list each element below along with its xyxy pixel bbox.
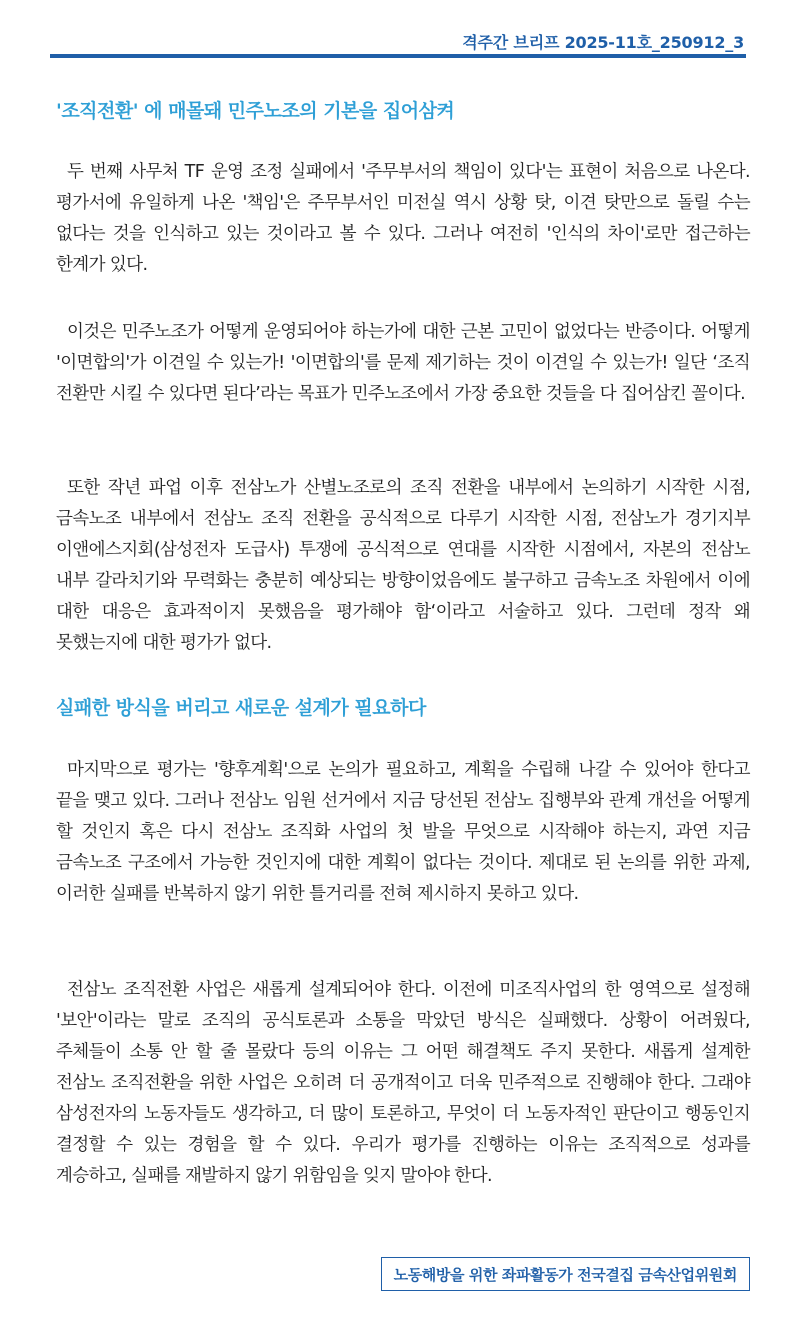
paragraph-3: 또한 작년 파업 이후 전삼노가 산별노조로의 조직 전환을 내부에서 논의하기 시작한 시점, 금속노조 내부에서 전삼노 조직 전환을 공식적으로 다루기 시작한 시점, 전삼노가 경기지부 이앤에스지회(삼성전자 도급사) 투쟁에 공식적으로 연대를 시작한 시점에서, 자본의 전삼노 내부 갈라치기와 무력화는 충분히 예상되는 방향이었음에도 불구하고 금속노조 차원에서 이에 대한 대응은 효과적이지 못했음을 평가해야 함‘이라고 서술하고 있다. 그런데 정작 왜 못했는지에 대한 평가가 없다. bbox=[56, 478, 750, 653]
paragraph-4: 마지막으로 평가는 '향후계획'으로 논의가 필요하고, 계획을 수립해 나갈 수 있어야 한다고 끝을 맺고 있다. 그러나 전삼노 임원 선거에서 지금 당선된 전삼노 집행부와 관계 개선을 어떻게 할 것인지 혹은 다시 전삼노 조직화 사업의 첫 발을 무엇으로 시작해야 하는지, 과연 지금 금속노조 구조에서 가능한 것인지에 대한 계획이 없다는 것이다. 제대로 된 논의를 위한 과제, 이러한 실패를 반복하지 않기 위한 틀거리를 전혀 제시하지 못하고 있다. bbox=[56, 760, 750, 904]
section-title-2: 실패한 방식을 버리고 새로운 설계가 필요하다 bbox=[56, 697, 426, 719]
paragraph-2: 이것은 민주노조가 어떻게 운영되어야 하는가에 대한 근본 고민이 없었다는 반증이다. 어떻게 '이면합의'가 이견일 수 있는가! '이면합의'를 문제 제기하는 것이 이견일 수 있는가! 일단 ‘조직 전환만 시킬 수 있다면 된다’라는 목표가 민주노조에서 가장 중요한 것들을 다 집어삼킨 꼴이다. bbox=[56, 322, 750, 404]
paragraph-1: 두 번째 사무처 TF 운영 조정 실패에서 '주무부서의 책임이 있다'는 표현이 처음으로 나온다. 평가서에 유일하게 나온 '책임'은 주무부서인 미전실 역시 상황 탓, 이견 탓만으로 돌릴 수는 없다는 것을 인식하고 있는 것이라고 볼 수 있다. 그러나 여전히 '인식의 차이'로만 접근하는 한계가 있다. bbox=[56, 162, 750, 275]
paragraph-5: 전삼노 조직전환 사업은 새롭게 설계되어야 한다. 이전에 미조직사업의 한 영역으로 설정해 '보안'이라는 말로 조직의 공식토론과 소통을 막았던 방식은 실패했다. 상황이 어려웠다, 주체들이 소통 안 할 줄 몰랐다 등의 이유는 그 어떤 해결책도 주지 못한다. 새롭게 설계한 전삼노 조직전환을 위한 사업은 오히려 더 공개적이고 더욱 민주적으로 진행해야 한다. 그래야 삼성전자의 노동자들도 생각하고, 더 많이 토론하고, 무엇이 더 노동자적인 판단이고 행동인지 결정할 수 있는 경험을 할 수 있다. 우리가 평가를 진행하는 이유는 조직적으로 성과를 계승하고, 실패를 재발하지 않기 위함임을 잊지 말아야 한다. bbox=[56, 980, 750, 1186]
brief-header: 격주간 브리프 2025-11호_250912_3 bbox=[462, 33, 744, 52]
footer-organization-badge: 노동해방을 위한 좌파활동가 전국결집 금속산업위원회 bbox=[381, 1257, 750, 1291]
header-divider bbox=[50, 54, 746, 58]
section-title-1: '조직전환' 에 매몰돼 민주노조의 기본을 집어삼켜 bbox=[56, 100, 455, 122]
